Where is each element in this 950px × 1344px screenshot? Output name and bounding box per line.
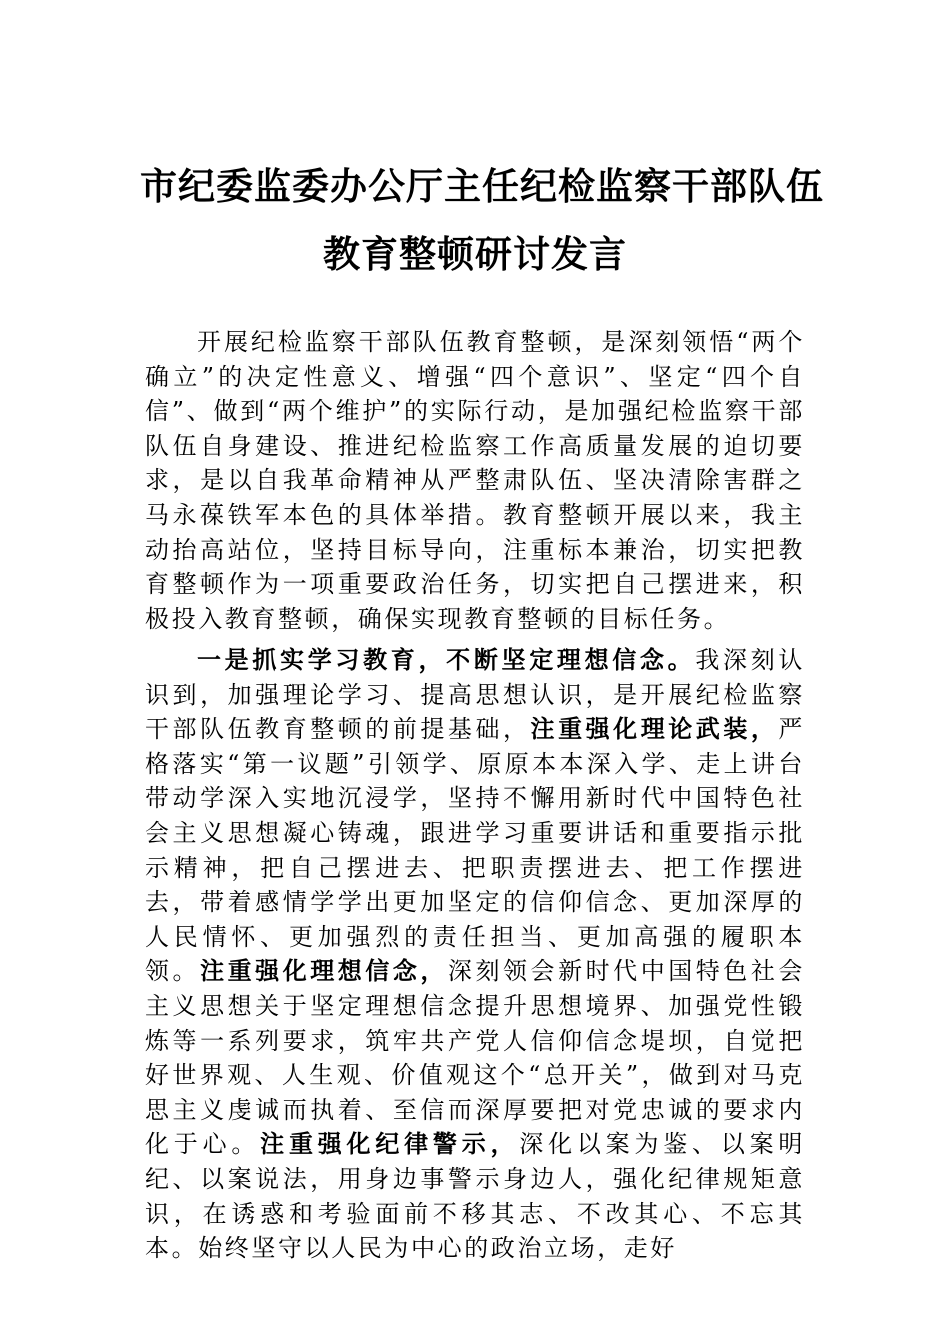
- paragraph-study-education: [145, 643, 805, 1266]
- document-title-line-1: 市纪委监委办公厅主任纪检监察干部队伍: [140, 164, 824, 208]
- emphasis-theory: 注重强化理论武装，: [530, 714, 779, 744]
- paragraph-text: 我深刻认识到，加强理论学习、提高思想认识，是开展纪检监察干部队伍教育整顿的前提基础，: [145, 646, 805, 744]
- paragraph-intro: 开展纪检监察干部队伍教育整顿，是深刻领悟“两个确立”的决定性意义、增强“四个意识”、坚定“四个自信”、做到“两个维护”的实际行动，是加强纪检监察干部队伍自身建设、推进纪检监察工作高质量发展的迫切要求，是以自我革命精神从严整肃队伍、坚决清除害群之马永葆铁军本色的具体举措。教育整顿开展以来，我主动抬高站位，坚持目标导向，注重标本兼治，切实把教育整顿作为一项重要政治任务，切实把自己摆进来，积极投入教育整顿，确保实现教育整顿的目标任务。: [145, 328, 805, 633]
- emphasis-ideals: 注重强化理想信念，: [200, 956, 448, 986]
- paragraph-heading: 一是抓实学习教育，不断坚定理想信念。: [197, 645, 696, 674]
- paragraph-text: 严格落实“第一议题”引领学、原原本本深入学、走上讲台带动学深入实地沉浸学，坚持不懈用新时代中国特色社会主义思想凝心铸魂，跟进学习重要讲话和重要指示批示精神，把自己摆进去、把职责摆进去、把工作摆进去，带着感情学学出更加坚定的信仰信念、更加深厚的人民情怀、更加强烈的责任担当、更加高强的履职本领。: [145, 715, 805, 986]
- emphasis-discipline: 注重强化纪律警示，: [260, 1129, 520, 1159]
- paragraph-text: 深化以案为鉴、以案明纪、以案说法，用身边事警示身边人，强化纪律规矩意识，在诱惑和考验面前不移其志、不改其心、不忘其本。始终坚守以人民为中心的政治立场，走好: [145, 1130, 806, 1263]
- document-title-line-2: 教育整顿研讨发言: [323, 232, 627, 276]
- paragraph-text: 深刻领会新时代中国特色社会主义思想关于坚定理想信念提升思想境界、加强党性锻炼等一系列要求，筑牢共产党人信仰信念堤坝，自觉把好世界观、人生观、价值观这个“总开关”，做到对马克思主义虔诚而执着、至信而深厚要把对党忠诚的要求内化于心。: [145, 957, 805, 1159]
